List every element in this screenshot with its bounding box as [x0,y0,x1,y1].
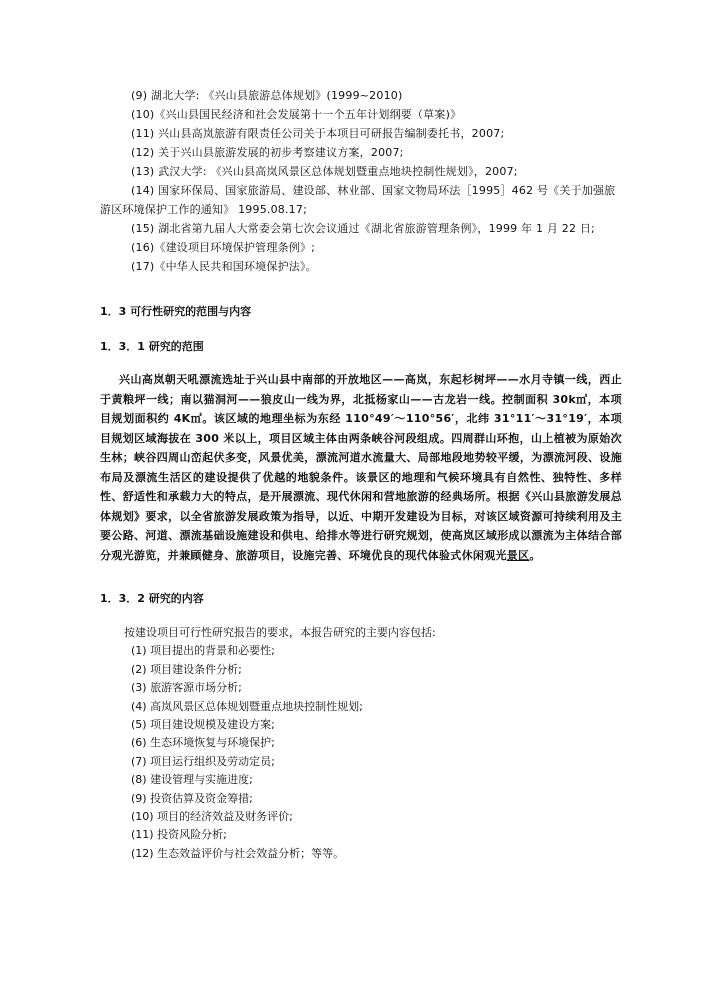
section-heading-1-3-1: 1．3．1 研究的范围 [100,340,204,353]
reference-item: (14) 国家环保局、国家旅游局、建设部、林业部、国家文物局环法［1995］462 号《关于加强旅游区环境保护工作的通知》 1995.08.17; [100,184,616,216]
content-item: (7) 项目运行组织及劳动定员; [131,754,275,768]
reference-item: (16)《建设项目环境保护管理条例》; [131,241,316,254]
reference-item: (12) 关于兴山县旅游发展的初步考察建议方案，2007; [131,146,404,159]
content-intro: 按建设项目可行性研究报告的要求，本报告研究的主要内容包括: [124,626,436,639]
content-item: (6) 生态环境恢复与环境保护; [131,736,275,750]
scope-paragraph-period: 。 [529,548,541,562]
content-item: (10) 项目的经济效益及财务评价; [131,810,293,824]
reference-item: (11) 兴山县高岚旅游有限责任公司关于本项目可研报告编制委托书，2007; [131,127,505,140]
content-item: (5) 项目建设规模及建设方案; [131,718,275,732]
reference-item: (17)《中华人民共和国环境保护法》。 [131,260,317,273]
reference-list [100,86,620,276]
content-item: (3) 旅游客源市场分析; [131,681,242,695]
section-heading-1-3: 1．3 可行性研究的范围与内容 [100,305,252,318]
scope-paragraph-body: 兴山高岚朝天吼漂流选址于兴山县中南部的开放地区——高岚，东起杉树坪——水月寺镇一线，西止于黄粮坪一线；南以猫洞河——狼皮山一线为界，北抵杨家山——古龙岩一线。控制面积 30k㎡，本项目规划面积约 4K㎡。该区域的地理坐标为东经 110°49′～110°56′，北纬 31°11′～31°19′，本项目规划区域海拔在 300 米以上，项目区域主体由两条峡谷河段组成。四周群山环抱，山上植被为原始次生林；峡谷四周山峦起伏多变，风景优美，漂流河道水流量大、局部地段地势较平缓，为漂流河段、设施布局及漂流生活区的建设提供了优越的地貌条件。该景区的地理和气候环境具有自然性、独特性、多样性、舒适性和承载力大的特点，是开展漂流、现代休闲和营地旅游的经典场所。根据《兴山县旅游发展总体规划》要求，以全省旅游发展政策为指导，以近、中期开发建设为目标，对该区域资源可持续利用及主要公路、河道、漂流基础设施建设和供电、给排水等进行研究规划，使高岚区域形成以漂流为主体结合部分观光游览，并兼顾健身、旅游项目，设施完善、环境优良的现代体验式休闲观光 [100,373,622,562]
content-item: (8) 建设管理与实施进度; [131,773,253,787]
content-list [100,624,620,863]
reference-item: (10)《兴山县国民经济和社会发展第十一个五年计划纲要（草案)》 [131,108,462,121]
reference-item: (15) 湖北省第九届人大常委会第七次会议通过《湖北省旅游管理条例》，1999 年 1 月 22 日; [131,222,595,235]
content-item: (9) 投资估算及资金筹措; [131,791,253,805]
section-heading-1-3-2: 1．3．2 研究的内容 [100,592,204,605]
content-item: (1) 项目提出的背景和必要性; [131,644,275,658]
content-item: (4) 高岚风景区总体规划暨重点地块控制性规划; [131,699,363,713]
content-item: (12) 生态效益评价与社会效益分析；等等。 [131,846,345,860]
content-item: (2) 项目建设条件分析; [131,662,242,676]
reference-item: (13) 武汉大学: 《兴山县高岚风景区总体规划暨重点地块控制性规划》，2007; [131,165,518,178]
scope-paragraph [100,370,622,565]
content-item: (11) 投资风险分析; [131,828,227,842]
scope-paragraph-underlined-end: 景区 [506,548,530,562]
reference-item: (9) 湖北大学: 《兴山县旅游总体规划》(1999~2010) [131,89,403,102]
